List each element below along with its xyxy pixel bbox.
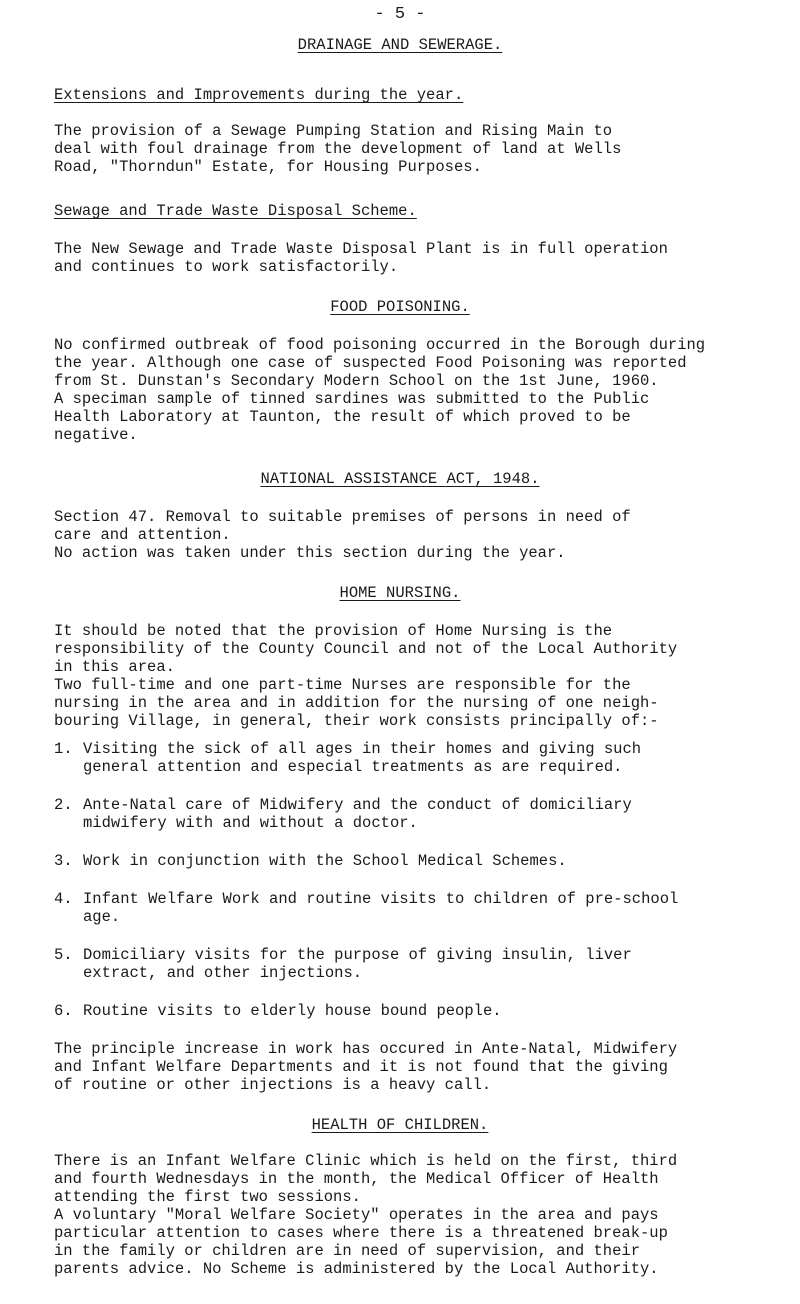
list-item-text: Routine visits to elderly house bound people. — [83, 1002, 502, 1020]
page-number: - 5 - — [374, 5, 426, 24]
list-item-number: 4. — [54, 890, 73, 908]
heading-national-assistance: NATIONAL ASSISTANCE ACT, 1948. — [260, 470, 540, 488]
paragraph-sewage-scheme: The New Sewage and Trade Waste Disposal Plant is in full operation and continues to work satisfactorily. — [54, 240, 668, 276]
heading-home-nursing: HOME NURSING. — [339, 584, 461, 602]
list-item-number: 1. — [54, 740, 73, 758]
list-item-number: 3. — [54, 852, 73, 870]
list-item-number: 2. — [54, 796, 73, 814]
paragraph-food-poisoning: No confirmed outbreak of food poisoning occurred in the Borough during the year. Although one case of suspected Food Poisoning was reported from St. Dunstan's Secondary Modern School on the 1st June, 1960. A speciman sample of tinned sardines was submitted to the Public Health Laboratory at Taunton, the result of which proved to be negative. — [54, 336, 706, 444]
paragraph-home-nursing: It should be noted that the provision of Home Nursing is the responsibility of the County Council and not of the Local Authority in this area. Two full-time and one part-time Nurses are responsible for the nursing in the area and in addition for the nursing of one neigh- bouring Village, in general, their work consists principally of:- — [54, 622, 678, 730]
page-title: DRAINAGE AND SEWERAGE. — [297, 36, 503, 54]
list-item-text: Infant Welfare Work and routine visits to children of pre-school age. — [83, 890, 679, 926]
heading-food-poisoning: FOOD POISONING. — [330, 298, 470, 316]
paragraph-extensions: The provision of a Sewage Pumping Station and Rising Main to deal with foul drainage from the development of land at Wells Road, "Thorndun" Estate, for Housing Purposes. — [54, 122, 622, 176]
paragraph-health-of-children: There is an Infant Welfare Clinic which is held on the first, third and fourth Wednesdays in the month, the Medical Officer of Health attending the first two sessions. A voluntary "Moral Welfare Society" operates in the area and pays particular attention to cases where there is a threatened break-up in the family or children are in need of supervision, and their parents advice. No Scheme is administered by the Local Authority. — [54, 1152, 678, 1278]
list-item-text: Visiting the sick of all ages in their homes and giving such general attention and especial treatments as are required. — [83, 740, 642, 776]
paragraph-national-assistance: Section 47. Removal to suitable premises of persons in need of care and attention. No action was taken under this section during the year. — [54, 508, 631, 562]
list-item-number: 5. — [54, 946, 73, 964]
paragraph-nursing-closing: The principle increase in work has occured in Ante-Natal, Midwifery and Infant Welfare Departments and it is not found that the giving of routine or other injections is a heavy call. — [54, 1040, 678, 1094]
list-item-text: Ante-Natal care of Midwifery and the conduct of domiciliary midwifery with and without a doctor. — [83, 796, 632, 832]
heading-health-of-children: HEALTH OF CHILDREN. — [311, 1116, 489, 1134]
heading-sewage-scheme: Sewage and Trade Waste Disposal Scheme. — [54, 202, 417, 220]
list-item-text: Work in conjunction with the School Medical Schemes. — [83, 852, 567, 870]
list-item-text: Domiciliary visits for the purpose of giving insulin, liver extract, and other injections. — [83, 946, 632, 982]
list-item-number: 6. — [54, 1002, 73, 1020]
heading-extensions: Extensions and Improvements during the year. — [54, 86, 464, 104]
